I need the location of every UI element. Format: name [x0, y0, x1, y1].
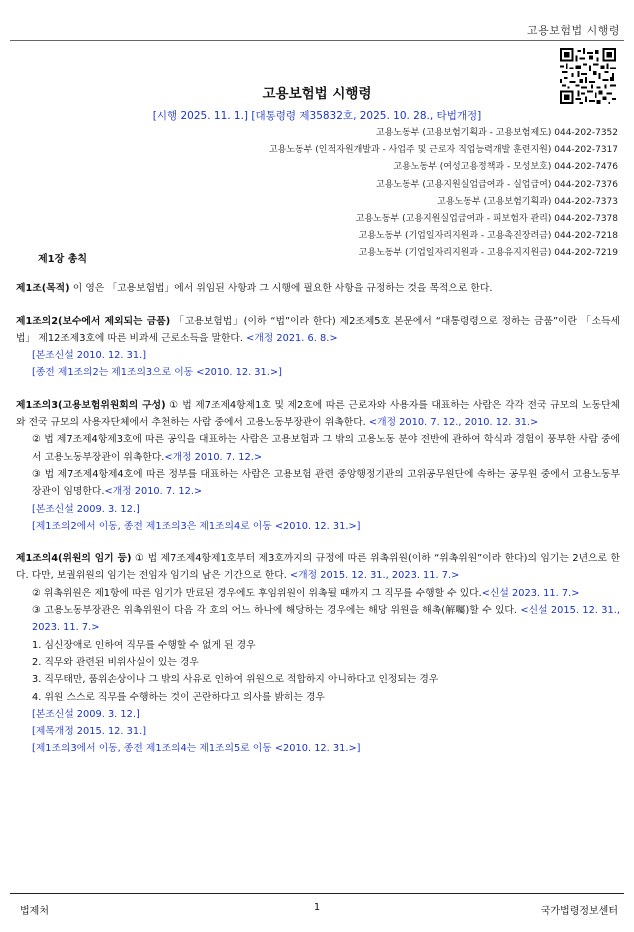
amend-note[interactable]: <신설 2015. 12. 31., 2023. 11. 7.> [32, 605, 620, 634]
department-line: 고용노동부 (고용지원실업급여과 - 피보험자 관리) 044-202-7378 [355, 214, 618, 225]
article-1-4: 제1조의4(위원의 임기 등) ① 법 제7조제4항제1호부터 제3호까지의 규정에 따른 위촉위원(이하 “위촉위원”이라 한다)의 임기는 2년으로 한다. 다만, 보궐위원의 임기는 전임자 임기의 남은 기간으로 한다. <개정 2015. 12. 31., 2023. 11. 7.> ② 위촉위원은 제1항에 따른 임기가 만료된 경우에도 후임위원이 위촉될 때까지 그 직무를 수행할 수 있다.<신설 2023. 11. 7.> ③ 고용노동부장관은 위촉위원이 다음 각 호의 어느 하나에 해당하는 경우에는 해당 위원을 해촉(解囑)할 수 있다. <신설 2015. 12. 31., 2023. 11. 7.> 1. 심신장애로 인하여 직무를 수행할 수 없게 된 경우 2. 직무와 관련된 비위사실이 있는 경우 3. 직무태만, 품위손상이나 그 밖의 사유로 인하여 위원으로 적합하지 아니하다고 인정되는 경우 4. 위원 스스로 직무를 수행하는 것이 곤란하다고 의사를 밝히는 경우 [본조신설 2009. 3. 12.] [제목개정 2015. 12. 31.] [제1조의3에서 이동, 종전 제1조의4는 제1조의5로 이동 <2010. 12. 31.>] [16, 550, 620, 758]
department-line: 고용노동부 (인적자원개발과 - 사업주 및 근로자 직업능력개발 훈련지원) 044-202-7317 [268, 145, 618, 156]
page-number: 1 [313, 902, 321, 913]
article-number[interactable]: 제1조(목적) [16, 283, 70, 295]
department-line: 고용노동부 (기업일자리지원과 - 고용촉진장려금) 044-202-7218 [358, 231, 618, 242]
department-line: 고용노동부 (여성고용정책과 - 모성보호) 044-202-7476 [393, 162, 618, 173]
amend-note[interactable]: <개정 2010. 7. 12.> [164, 451, 263, 463]
history-note[interactable]: [제1조의2에서 이동, 종전 제1조의3은 제1조의4로 이동 <2010. 12. 31.>] [32, 520, 361, 532]
enforcement-info[interactable]: [시행 2025. 11. 1.] [대통령령 제35832호, 2025. 10. 28., 타법개정] [152, 110, 482, 122]
history-note[interactable]: [제1조의3에서 이동, 종전 제1조의4는 제1조의5로 이동 <2010. 12. 31.>] [32, 743, 361, 755]
header-divider [10, 40, 624, 41]
list-item: 2. 직무와 관련된 비위사실이 있는 경우 [32, 656, 199, 668]
history-note[interactable]: [본조신설 2010. 12. 31.] [32, 350, 147, 362]
department-line: 고용노동부 (고용보험기획과 - 고용보험제도) 044-202-7352 [376, 128, 618, 138]
header-doc-title: 고용보험법 시행령 [526, 24, 620, 37]
history-note[interactable]: [종전 제1조의2는 제1조의3으로 이동 <2010. 12. 31.>] [32, 367, 282, 379]
history-note[interactable]: [제목개정 2015. 12. 31.] [32, 726, 147, 738]
amend-note[interactable]: <개정 2010. 7. 12., 2010. 12. 31.> [368, 417, 539, 429]
article-number[interactable]: 제1조의4(위원의 임기 등) [16, 553, 132, 565]
law-body [16, 251, 620, 758]
article-1-2: 제1조의2(보수에서 제외되는 금품) 「고용보험법」(이하 “법”이라 한다) 제2조제5호 본문에서 “대통령령으로 정하는 금품”이란 「소득세법」 제12조제3호에 따른 비과세 근로소득을 말한다. <개정 2021. 6. 8.> [본조신설 2010. 12. 31.] [종전 제1조의2는 제1조의3으로 이동 <2010. 12. 31.>] [16, 313, 620, 382]
footer-publisher: 국가법령정보센터 [540, 906, 618, 917]
department-line: 고용노동부 (고용보험기획과) 044-202-7373 [437, 196, 618, 207]
list-item: 1. 심신장애로 인하여 직무를 수행할 수 없게 된 경우 [32, 639, 256, 651]
amend-note[interactable]: <신설 2023. 11. 7.> [481, 587, 580, 599]
article-number[interactable]: 제1조의3(고용보험위원회의 구성) [16, 399, 166, 411]
footer-source: 법제처 [20, 906, 49, 917]
amend-note[interactable]: <개정 2021. 6. 8.> [246, 332, 338, 344]
department-line: 고용노동부 (고용지원실업급여과 - 실업급여) 044-202-7376 [376, 179, 618, 190]
law-title: 고용보험법 시행령 [262, 86, 372, 102]
history-note[interactable]: [본조신설 2009. 3. 12.] [32, 708, 140, 720]
list-item: 3. 직무태만, 품위손상이나 그 밖의 사유로 인하여 위원으로 적합하지 아니하다고 인정되는 경우 [32, 674, 439, 686]
department-line: 고용노동부 (기업일자리지원과 - 고용유지지원금) 044-202-7219 [358, 248, 618, 259]
history-note[interactable]: [본조신설 2009. 3. 12.] [32, 503, 140, 515]
department-list [269, 125, 618, 263]
list-item: 4. 위원 스스로 직무를 수행하는 것이 곤란하다고 의사를 밝히는 경우 [32, 691, 325, 703]
amend-note[interactable]: <개정 2010. 7. 12.> [104, 486, 203, 498]
article-1: 제1조(목적) 이 영은 「고용보험법」에서 위임된 사항과 그 시행에 필요한 사항을 규정하는 것을 목적으로 한다. [16, 283, 493, 295]
article-number[interactable]: 제1조의2(보수에서 제외되는 금품) [16, 315, 171, 327]
footer-divider [10, 893, 624, 894]
chapter-heading: 제1장 총칙 [38, 254, 88, 265]
amend-note[interactable]: <개정 2015. 12. 31., 2023. 11. 7.> [289, 570, 460, 582]
article-1-3: 제1조의3(고용보험위원회의 구성) ① 법 제7조제4항제1호 및 제2호에 따른 근로자와 사용자를 대표하는 사람은 각각 전국 규모의 노동단체와 전국 규모의 사용자단체에서 추천하는 사람 중에서 고용노동부장관이 위촉한다. <개정 2010. 7. 12., 2010. 12. 31.> ② 법 제7조제4항제3호에 따른 공익을 대표하는 사람은 고용보험과 그 밖의 고용노동 분야 전반에 관하여 학식과 경험이 풍부한 사람 중에서 고용노동부장관이 위촉한다.<개정 2010. 7. 12.> ③ 법 제7조제4항제4호에 따른 정부를 대표하는 사람은 고용보험 관련 중앙행정기관의 고위공무원단에 속하는 공무원 중에서 고용노동부장관이 임명한다.<개정 2010. 7. 12.> [본조신설 2009. 3. 12.] [제1조의2에서 이동, 종전 제1조의3은 제1조의4로 이동 <2010. 12. 31.>] [16, 397, 620, 535]
